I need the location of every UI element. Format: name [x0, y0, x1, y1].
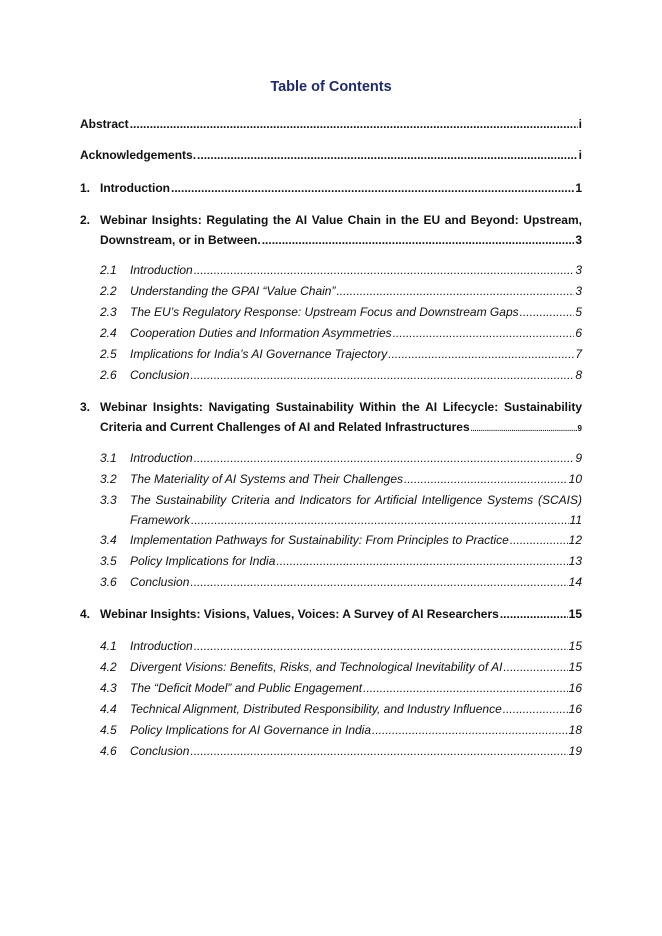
toc-page-number: 5	[575, 305, 582, 319]
dot-leader	[262, 230, 575, 250]
toc-entry-text-line1: Webinar Insights: Regulating the AI Value Chain in the EU and Beyond: Upstream,	[100, 213, 582, 227]
toc-entry-2-5[interactable]	[100, 344, 582, 364]
dot-leader	[471, 420, 577, 440]
toc-entry-text: Conclusion	[130, 575, 190, 589]
toc-entry-text: Cooperation Duties and Information Asymmetries	[130, 326, 392, 340]
toc-entry-4-4[interactable]	[100, 699, 582, 719]
toc-page-number: 9	[577, 424, 582, 433]
dot-leader	[171, 178, 574, 198]
toc-entry-text: Conclusion	[130, 744, 190, 758]
toc-entry-text: Understanding the GPAI “Value Chain”	[130, 284, 336, 298]
dot-leader	[393, 323, 575, 343]
toc-entry-abstract[interactable]	[80, 114, 582, 134]
toc-entry-number: 2.6	[100, 368, 117, 382]
toc-page-number: 10	[568, 472, 582, 486]
toc-page-number: 1	[575, 181, 582, 195]
toc-entry-number: 3.2	[100, 472, 117, 486]
toc-entry-2-4[interactable]	[100, 323, 582, 343]
toc-entry-number: 4.5	[100, 723, 117, 737]
toc-entry-text-line1: The Sustainability Criteria and Indicators for Artificial Intelligence Systems (SCAIS)	[130, 493, 582, 507]
toc-entry-number: 3.1	[100, 451, 117, 465]
toc-entry-number: 3.3	[100, 493, 117, 507]
dot-leader	[336, 281, 574, 301]
toc-entry-acknowledgements[interactable]	[80, 145, 582, 165]
toc-entry-4-6[interactable]	[100, 741, 582, 761]
toc-entry-number: 3.4	[100, 533, 117, 547]
dot-leader	[404, 469, 568, 489]
toc-page-number: 9	[575, 451, 582, 465]
toc-entry-number: 2.5	[100, 347, 117, 361]
toc-entry-text: Introduction	[130, 451, 193, 465]
toc-page-number: 3	[575, 263, 582, 277]
toc-entry-text: Acknowledgements.	[80, 148, 197, 162]
toc-entry-text: The EU’s Regulatory Response: Upstream Focus and Downstream Gaps	[130, 305, 519, 319]
toc-entry-2-1[interactable]	[100, 260, 582, 280]
toc-entry-number: 4.6	[100, 744, 117, 758]
toc-entry-1[interactable]	[80, 178, 582, 198]
toc-entry-3-3[interactable]	[100, 490, 582, 530]
toc-page-number: i	[578, 117, 582, 131]
toc-entry-4-1[interactable]	[100, 636, 582, 656]
dot-leader	[500, 604, 568, 624]
toc-entry-number: 1.	[80, 181, 91, 195]
toc-page-number: 13	[568, 554, 582, 568]
toc-entry-3[interactable]	[80, 397, 582, 440]
toc-page-number: 16	[568, 681, 582, 695]
toc-entry-4-2[interactable]	[100, 657, 582, 677]
toc-entry-text: Webinar Insights: Visions, Values, Voices: A Survey of AI Researchers	[100, 607, 499, 621]
toc-entry-4-3[interactable]	[100, 678, 582, 698]
toc-entry-text: Abstract	[80, 117, 129, 131]
toc-entry-text: Policy Implications for India	[130, 554, 276, 568]
toc-entry-text: Divergent Visions: Benefits, Risks, and Technological Inevitability of AI	[130, 660, 503, 674]
dot-leader	[510, 530, 568, 550]
toc-page-number: 15	[568, 607, 582, 621]
toc-entry-3-1[interactable]	[100, 448, 582, 468]
toc-entry-text-line1: Webinar Insights: Navigating Sustainability Within the AI Lifecycle: Sustainability	[100, 400, 582, 414]
toc-entry-text-line2: Framework	[130, 513, 191, 527]
toc-page-number: 11	[569, 513, 582, 527]
toc-entry-number: 3.5	[100, 554, 117, 568]
toc-page-number: 3	[575, 284, 582, 298]
toc-entry-number: 4.3	[100, 681, 117, 695]
dot-leader	[190, 365, 574, 385]
toc-page-number: 7	[575, 347, 582, 361]
toc-entry-text: Introduction	[130, 263, 193, 277]
toc-entry-text: Policy Implications for AI Governance in India	[130, 723, 372, 737]
dot-leader	[194, 448, 575, 468]
toc-entry-number: 2.2	[100, 284, 117, 298]
toc-entry-text: Technical Alignment, Distributed Responsibility, and Industry Influence	[130, 702, 502, 716]
toc-entry-text: Implications for India’s AI Governance Trajectory	[130, 347, 388, 361]
toc-entry-text-line2: Criteria and Current Challenges of AI and Related Infrastructures	[100, 420, 470, 434]
toc-page-number: 15	[568, 639, 582, 653]
dot-leader	[190, 741, 567, 761]
dot-leader	[190, 572, 567, 592]
dot-leader	[503, 657, 567, 677]
toc-entry-3-4[interactable]	[100, 530, 582, 550]
dot-leader	[388, 344, 574, 364]
toc-page-number: 18	[568, 723, 582, 737]
toc-page-number: 16	[568, 702, 582, 716]
toc-page-number: 3	[575, 233, 582, 247]
toc-entry-2-6[interactable]	[100, 365, 582, 385]
dot-leader	[520, 302, 575, 322]
toc-entry-number: 2.3	[100, 305, 117, 319]
toc-page-number: 19	[568, 744, 582, 758]
toc-entry-number: 4.1	[100, 639, 117, 653]
dot-leader	[372, 720, 568, 740]
toc-entry-2-2[interactable]	[100, 281, 582, 301]
toc-page-number: i	[578, 148, 582, 162]
toc-entry-text: Introduction	[130, 639, 193, 653]
toc-entry-text: The “Deficit Model” and Public Engagement	[130, 681, 363, 695]
toc-page-number: 12	[568, 533, 582, 547]
toc-title: Table of Contents	[270, 79, 392, 95]
dot-leader	[363, 678, 568, 698]
toc-entry-text: Implementation Pathways for Sustainability: From Principles to Practice	[130, 533, 509, 547]
toc-entry-text: Introduction	[100, 181, 170, 195]
toc-entry-number: 4.4	[100, 702, 117, 716]
toc-entry-number: 3.	[80, 400, 91, 414]
toc-entry-3-6[interactable]	[100, 572, 582, 592]
toc-entry-number: 4.	[80, 607, 91, 621]
toc-entry-number: 2.4	[100, 326, 117, 340]
toc-entry-number: 3.6	[100, 575, 117, 589]
toc-entry-2-3[interactable]	[100, 302, 582, 322]
toc-entry-number: 4.2	[100, 660, 117, 674]
toc-entry-number: 2.	[80, 213, 91, 227]
toc-page-number: 14	[568, 575, 582, 589]
toc-entry-4[interactable]	[80, 604, 582, 624]
dot-leader	[194, 260, 575, 280]
dot-leader	[503, 699, 568, 719]
toc-entry-text: Conclusion	[130, 368, 190, 382]
toc-entry-4-5[interactable]	[100, 720, 582, 740]
toc-page-number: 8	[575, 368, 582, 382]
toc-page-number: 15	[568, 660, 582, 674]
dot-leader	[194, 636, 568, 656]
dot-leader	[130, 114, 578, 134]
toc-entry-2[interactable]	[80, 210, 582, 250]
dot-leader	[197, 145, 578, 165]
toc-entry-3-5[interactable]	[100, 551, 582, 571]
dot-leader	[276, 551, 567, 571]
toc-page-number: 6	[575, 326, 582, 340]
dot-leader	[191, 510, 569, 530]
toc-entry-text: The Materiality of AI Systems and Their Challenges	[130, 472, 404, 486]
toc-entry-3-2[interactable]	[100, 469, 582, 489]
toc-entry-number: 2.1	[100, 263, 117, 277]
toc-entry-text-line2: Downstream, or in Between.	[100, 233, 261, 247]
